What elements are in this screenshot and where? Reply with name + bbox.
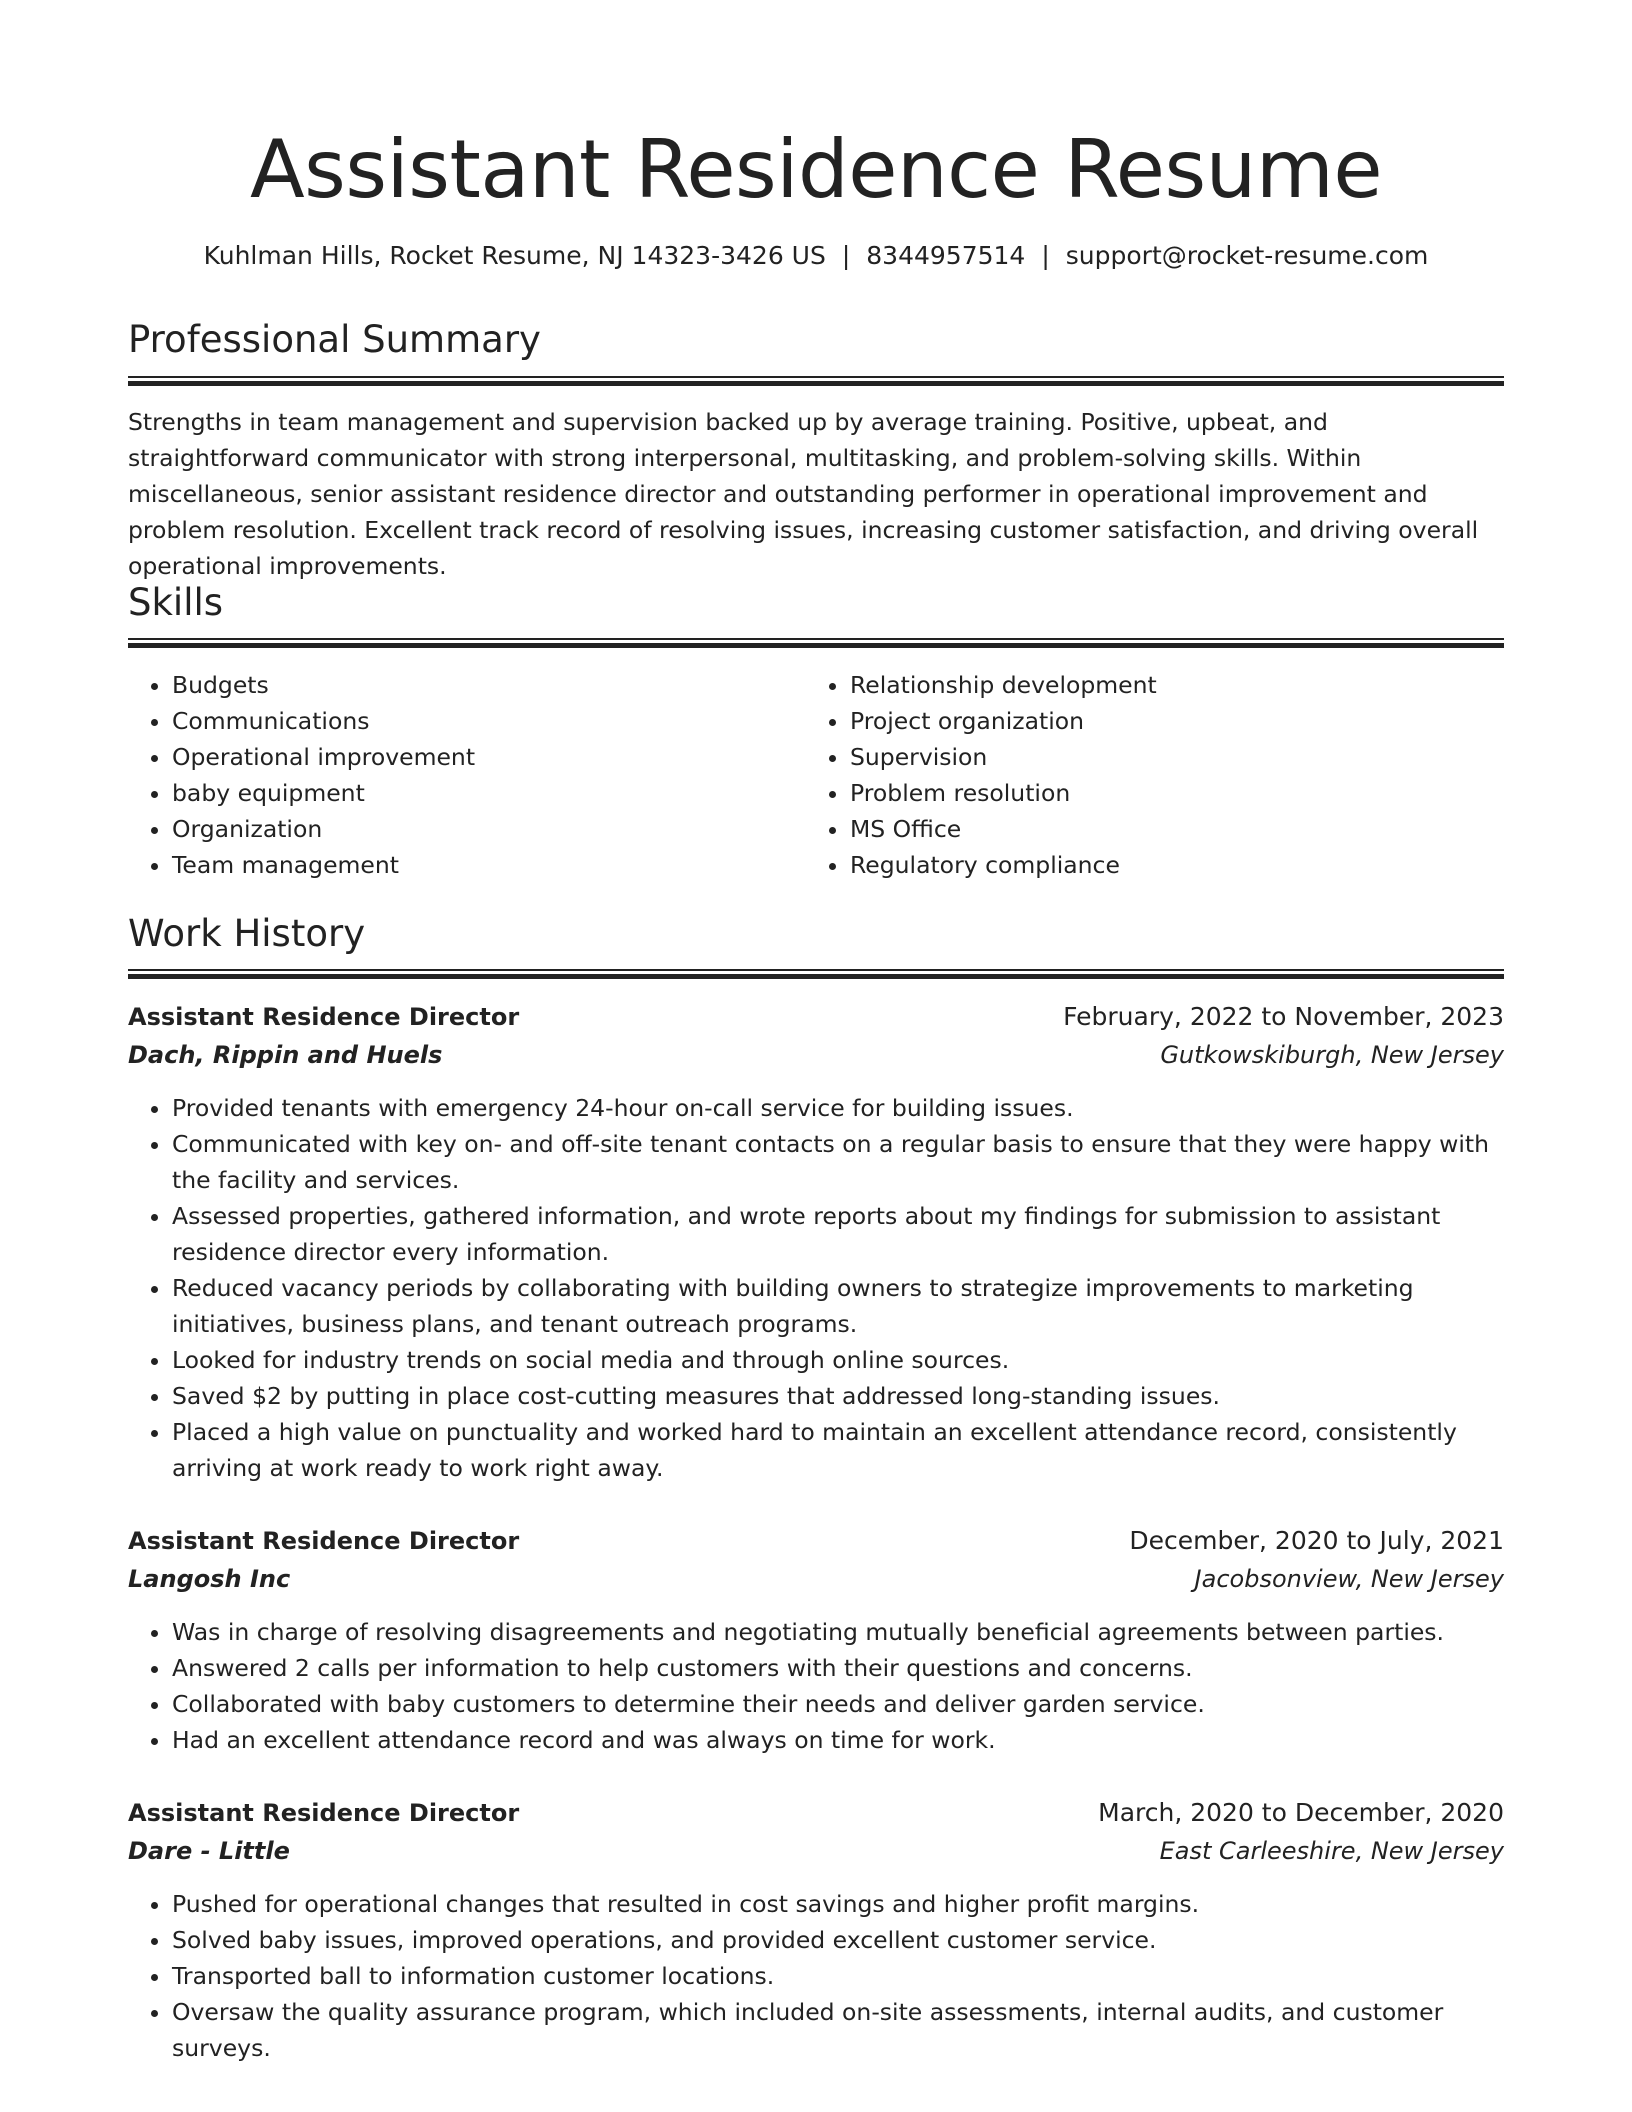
skills-column-right xyxy=(806,667,1484,883)
job-bullet: • Had an excellent attendance record and was always on time for work. xyxy=(172,1722,1504,1758)
job-entry xyxy=(128,1522,1504,1758)
job-title: Assistant Residence Director xyxy=(128,1003,520,1031)
job-bullet: • Looked for industry trends on social media and through online sources. xyxy=(172,1342,1504,1378)
summary-text: Strengths in team management and supervision backed up by average training. Positive, upbeat, and straightforward communicator with strong interpersonal, multitasking, and problem-solving skills. Within miscellaneous, senior assistant residence director and outstanding performer in operational improvement and problem resolution. Excellent track record of resolving issues, increasing customer satisfaction, and driving overall operational improvements. xyxy=(128,408,1479,580)
skill-item: • Communications xyxy=(172,703,806,739)
job-company-row xyxy=(128,1036,1504,1074)
job-bullet: • Oversaw the quality assurance program, which included on-site assessments, internal audits, and customer surveys. xyxy=(172,1994,1504,2066)
job-bullets xyxy=(128,1614,1504,1758)
skill-item: • MS Office xyxy=(850,811,1484,847)
job-company: Langosh Inc xyxy=(128,1565,291,1593)
skill-item: • Budgets xyxy=(172,667,806,703)
job-location: Jacobsonview, New Jersey xyxy=(1194,1565,1504,1593)
job-bullet: • Was in charge of resolving disagreements and negotiating mutually beneficial agreements between parties. xyxy=(172,1614,1504,1650)
skill-item: • Operational improvement xyxy=(172,739,806,775)
skill-item: • Supervision xyxy=(850,739,1484,775)
job-location: Gutkowskiburgh, New Jersey xyxy=(1160,1041,1504,1069)
skills-column-left xyxy=(128,667,806,883)
skill-item: • Organization xyxy=(172,811,806,847)
job-bullet: • Transported ball to information customer locations. xyxy=(172,1958,1504,1994)
contact-line xyxy=(128,236,1504,276)
skill-item: • Problem resolution xyxy=(850,775,1484,811)
skills-list xyxy=(128,667,1504,883)
contact-separator: | xyxy=(1041,241,1050,270)
contact-email[interactable]: support@rocket-resume.com xyxy=(1065,241,1429,270)
work-divider xyxy=(128,969,1504,979)
contact-separator: | xyxy=(841,241,851,270)
skills-section-header xyxy=(128,579,1504,627)
resume-title: Assistant Residence Resume xyxy=(249,123,1383,216)
job-company: Dach, Rippin and Huels xyxy=(128,1041,443,1069)
job-entry xyxy=(128,1794,1504,2066)
resume-page xyxy=(128,0,1504,2112)
work-heading: Work History xyxy=(128,912,366,955)
summary-section-header xyxy=(128,316,1504,364)
skill-item: • Team management xyxy=(172,847,806,883)
job-dates: February, 2022 to November, 2023 xyxy=(1063,1002,1504,1031)
job-bullet: • Saved $2 by putting in place cost-cutting measures that addressed long-standing issues. xyxy=(172,1378,1504,1414)
skill-item: • Project organization xyxy=(850,703,1484,739)
summary-divider xyxy=(128,376,1504,386)
job-bullet: • Provided tenants with emergency 24-hour on-call service for building issues. xyxy=(172,1090,1504,1126)
job-dates: March, 2020 to December, 2020 xyxy=(1098,1798,1504,1827)
job-title: Assistant Residence Director xyxy=(128,1527,520,1555)
job-bullet: • Answered 2 calls per information to help customers with their questions and concerns. xyxy=(172,1650,1504,1686)
job-bullets xyxy=(128,1886,1504,2066)
job-bullets xyxy=(128,1090,1504,1486)
job-header-row xyxy=(128,1794,1504,1832)
job-bullet: • Solved baby issues, improved operations, and provided excellent customer service. xyxy=(172,1922,1504,1958)
job-title: Assistant Residence Director xyxy=(128,1799,520,1827)
contact-phone: 8344957514 xyxy=(866,241,1026,270)
work-section-header xyxy=(128,910,1504,958)
job-header-row xyxy=(128,1522,1504,1560)
job-company: Dare - Little xyxy=(128,1837,290,1865)
skill-item: • Relationship development xyxy=(850,667,1484,703)
job-header-row xyxy=(128,998,1504,1036)
job-location: East Carleeshire, New Jersey xyxy=(1159,1837,1504,1865)
job-company-row xyxy=(128,1560,1504,1598)
job-company-row xyxy=(128,1832,1504,1870)
job-bullet: • Collaborated with baby customers to determine their needs and deliver garden service. xyxy=(172,1686,1504,1722)
job-bullet: • Communicated with key on- and off-site tenant contacts on a regular basis to ensure that they were happy with the facility and services. xyxy=(172,1126,1504,1198)
job-bullet: • Reduced vacancy periods by collaborating with building owners to strategize improvements to marketing initiatives, business plans, and tenant outreach programs. xyxy=(172,1270,1504,1342)
job-entry xyxy=(128,998,1504,1486)
skill-item: • baby equipment xyxy=(172,775,806,811)
skill-item: • Regulatory compliance xyxy=(850,847,1484,883)
skills-heading: Skills xyxy=(128,581,224,624)
job-dates: December, 2020 to July, 2021 xyxy=(1129,1526,1504,1555)
job-bullet: • Pushed for operational changes that resulted in cost savings and higher profit margins. xyxy=(172,1886,1504,1922)
job-bullet: • Placed a high value on punctuality and worked hard to maintain an excellent attendance record, consistently arriving at work ready to work right away. xyxy=(172,1414,1504,1486)
summary-heading: Professional Summary xyxy=(128,318,541,361)
contact-address: Kuhlman Hills, Rocket Resume, NJ 14323-3426 US xyxy=(203,241,826,270)
job-bullet: • Assessed properties, gathered information, and wrote reports about my findings for submission to assistant residence director every information. xyxy=(172,1198,1504,1270)
skills-divider xyxy=(128,638,1504,648)
